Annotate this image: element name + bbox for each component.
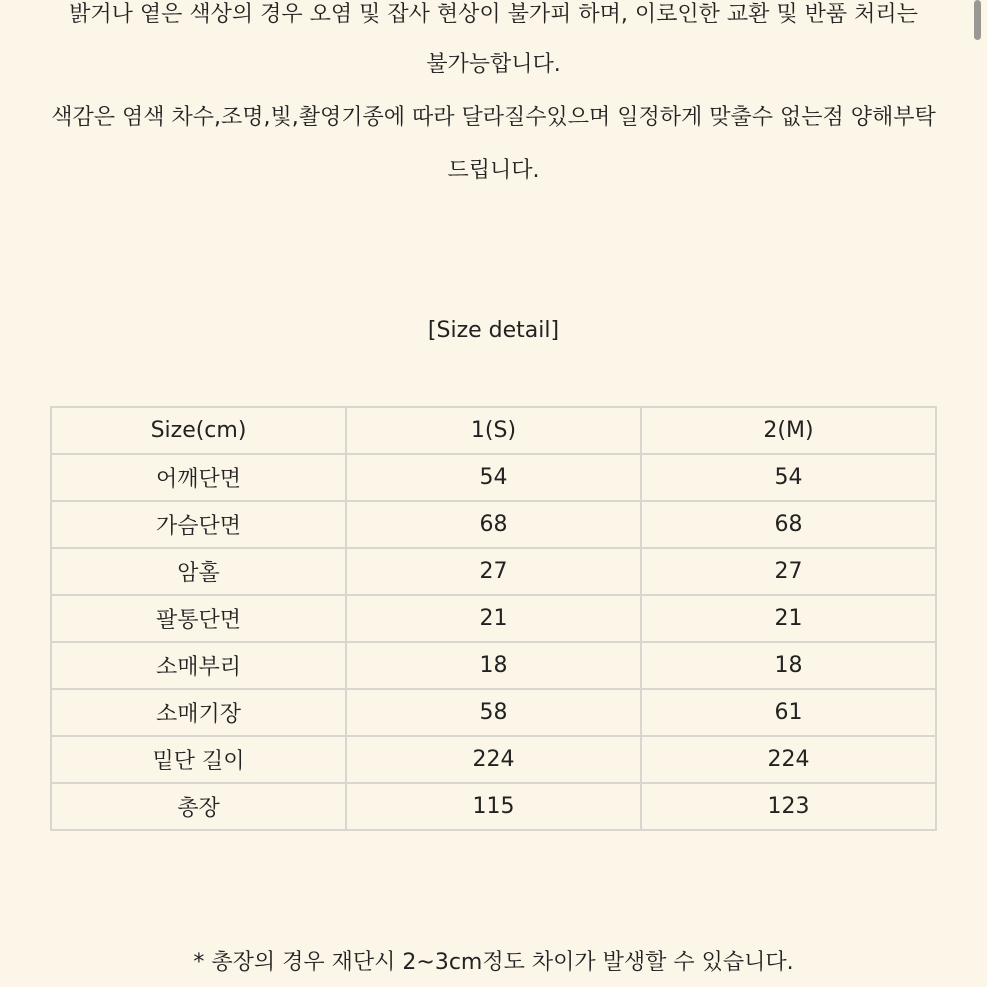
cell-m: 123: [642, 784, 937, 831]
row-label: 소매기장: [52, 690, 347, 737]
size-table: [50, 406, 937, 831]
cell-m: 21: [642, 596, 937, 643]
notice-line-1: 밝거나 옅은 색상의 경우 오염 및 잡사 현상이 불가피 하며, 이로인한 교환 및 반품 처리는: [69, 2, 918, 27]
cell-s: 115: [347, 784, 642, 831]
table-row: [52, 455, 937, 502]
cell-m: 27: [642, 549, 937, 596]
header-cell-s: 1(S): [347, 408, 642, 455]
notice-line-4: 드립니다.: [447, 158, 540, 183]
table-row: [52, 737, 937, 784]
cell-m: 61: [642, 690, 937, 737]
cell-s: 21: [347, 596, 642, 643]
table-header-row: [52, 408, 937, 455]
header-cell-m: 2(M): [642, 408, 937, 455]
header-cell-size: Size(cm): [52, 408, 347, 455]
table-row: [52, 784, 937, 831]
row-label: 소매부리: [52, 643, 347, 690]
cell-m: 68: [642, 502, 937, 549]
table-row: [52, 690, 937, 737]
cell-s: 58: [347, 690, 642, 737]
row-label: 가슴단면: [52, 502, 347, 549]
cell-m: 54: [642, 455, 937, 502]
row-label: 암홀: [52, 549, 347, 596]
cell-s: 54: [347, 455, 642, 502]
cell-m: 224: [642, 737, 937, 784]
row-label: 팔통단면: [52, 596, 347, 643]
table-row: [52, 502, 937, 549]
cell-m: 18: [642, 643, 937, 690]
notice-line-3: 색감은 염색 차수,조명,빛,촬영기종에 따라 달라질수있으며 일정하게 맞출수 없는점 양해부탁: [51, 105, 936, 130]
cell-s: 68: [347, 502, 642, 549]
table-row: [52, 643, 937, 690]
footnote: * 총장의 경우 재단시 2~3cm정도 차이가 발생할 수 있습니다.: [193, 950, 794, 975]
table-row: [52, 596, 937, 643]
cell-s: 224: [347, 737, 642, 784]
row-label: 총장: [52, 784, 347, 831]
row-label: 밑단 길이: [52, 737, 347, 784]
cell-s: 18: [347, 643, 642, 690]
table-row: [52, 549, 937, 596]
cell-s: 27: [347, 549, 642, 596]
row-label: 어깨단면: [52, 455, 347, 502]
scrollbar-thumb[interactable]: [974, 0, 981, 40]
notice-line-2: 불가능합니다.: [426, 52, 561, 77]
size-detail-title: [Size detail]: [427, 318, 560, 343]
